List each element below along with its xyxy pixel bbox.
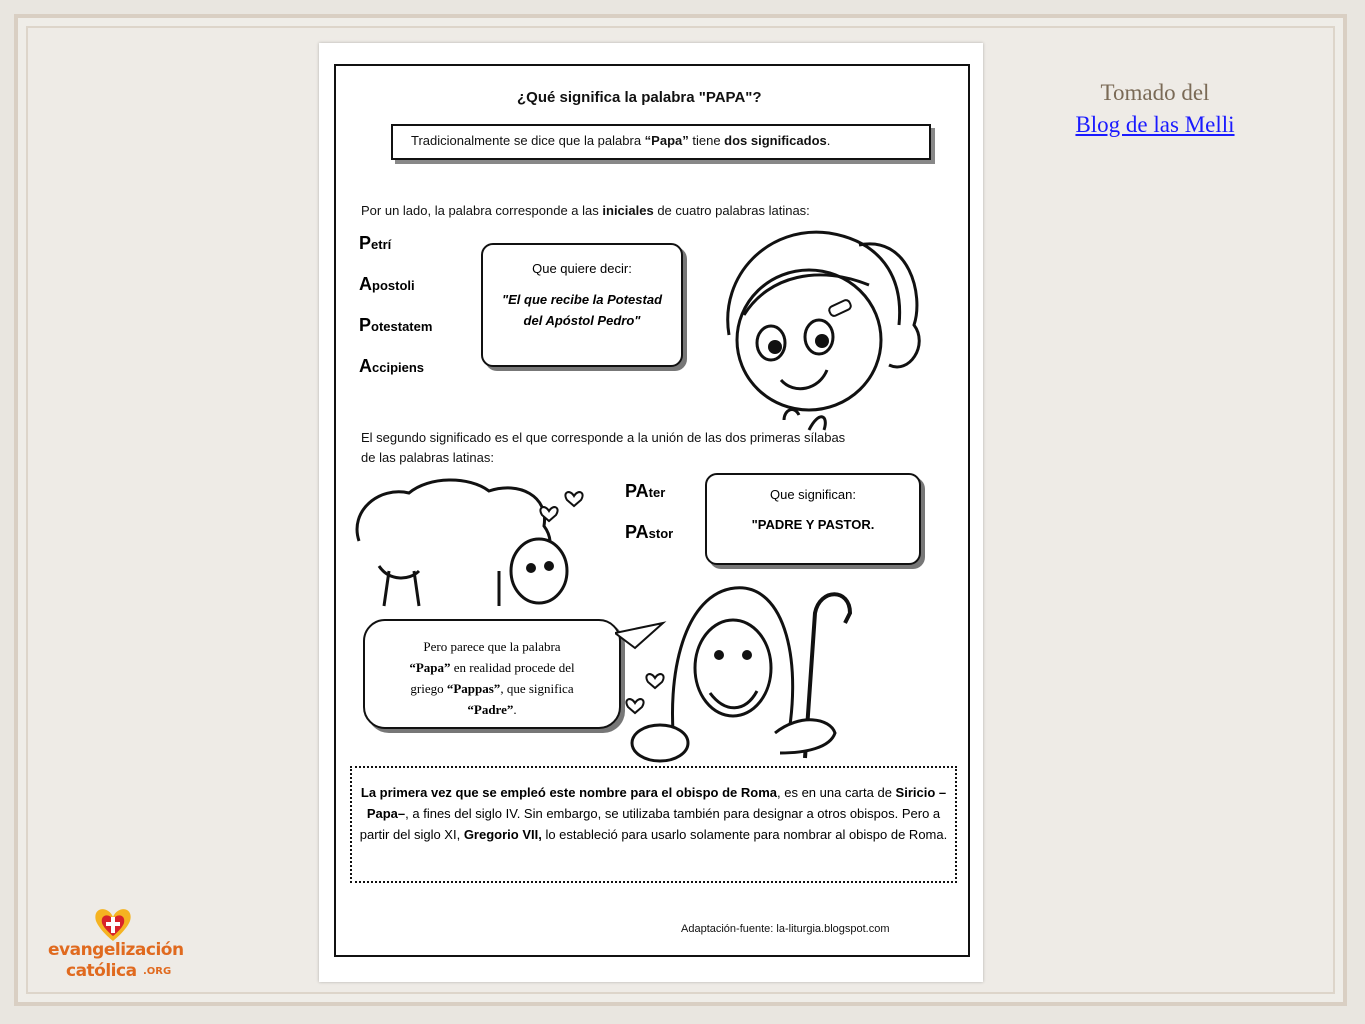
pa-rest: stor — [648, 526, 674, 541]
bubble3-bold: “Pappas” — [446, 681, 501, 696]
worksheet-image — [319, 43, 983, 982]
history-paragraph — [358, 782, 949, 845]
logo-text-line2: católica — [66, 961, 137, 981]
acrostic-initial: P — [359, 315, 372, 335]
source-credit: Adaptación-fuente: la-liturgia.blogspot.com — [681, 923, 890, 935]
girl-illustration — [709, 215, 929, 435]
bubble2-quote: "PADRE Y PASTOR. — [751, 517, 875, 532]
acrostic-word — [359, 315, 432, 336]
speech-bubble-meanings — [705, 473, 921, 565]
acrostic-initial: A — [359, 356, 372, 376]
speech-bubble-meaning — [481, 243, 683, 367]
bubble3-text-span: , que significa — [500, 681, 574, 696]
bubble3-text-span: . — [513, 702, 517, 717]
subtitle-text-mid: tiene — [688, 133, 725, 148]
acrostic-rest: ccipiens — [372, 360, 425, 375]
pa-initial: PA — [625, 481, 649, 501]
history-box — [350, 766, 957, 883]
bubble2-heading: Que significan: — [770, 487, 856, 502]
history-text: lo estableció para usarlo solamente para nombrar al obispo de Roma. — [541, 827, 948, 842]
bubble3-text-span: en realidad procede del — [450, 660, 575, 675]
sheep-illustration — [349, 471, 589, 621]
history-bold: Siricio –Papa– — [366, 785, 947, 821]
subtitle-text: Tradicionalmente se dice que la palabra — [411, 133, 645, 148]
heart-cross-icon — [92, 905, 134, 945]
acrostic-rest: etrí — [371, 237, 392, 252]
subtitle-end: . — [826, 133, 831, 148]
pa-rest: ter — [648, 485, 666, 500]
history-text: , a fines del siglo IV. Sin embargo, se utilizaba también para designar a otros obispos. Pero a partir del siglo XI, — [359, 806, 941, 842]
blog-link[interactable]: Blog de las Melli — [1075, 112, 1235, 137]
intro1-text: Por un lado, la palabra corresponde a las — [361, 203, 603, 218]
bubble1-heading: Que quiere decir: — [532, 261, 632, 276]
pa-word — [625, 481, 665, 502]
intro1-bold: iniciales — [602, 203, 654, 218]
bubble3-line — [373, 678, 611, 699]
acrostic-word — [359, 233, 391, 254]
credit-label: Tomado del — [1100, 80, 1210, 105]
acrostic-rest: postoli — [372, 278, 415, 293]
bubble3-line — [373, 657, 611, 678]
bubble3-bold: “Papa” — [409, 660, 451, 675]
speech-bubble-greek — [363, 619, 621, 729]
bubble1-quote: "El que recibe la Potestad del Apóstol Pedro" — [501, 292, 663, 328]
intro2-line: de las palabras latinas: — [361, 450, 494, 465]
acrostic-initial: A — [359, 274, 372, 294]
history-text: , es en una carta de — [777, 785, 896, 800]
bubble3-text — [373, 636, 611, 720]
acrostic-rest: otestatem — [371, 319, 433, 334]
acrostic-word — [359, 356, 424, 377]
worksheet-title: ¿Qué significa la palabra "PAPA"? — [517, 89, 762, 106]
subtitle-word: “Papa” — [644, 133, 689, 148]
worksheet-subtitle — [411, 133, 830, 148]
pa-initial: PA — [625, 522, 649, 542]
subtitle-bold: dos significados — [724, 133, 827, 148]
logo-text-suffix: .ORG — [143, 966, 172, 977]
acrostic-word — [359, 274, 415, 295]
logo-text-line1: evangelización — [48, 940, 184, 960]
shepherd-illustration — [615, 583, 875, 763]
bubble3-line: Pero parece que la palabra — [423, 639, 561, 654]
intro-paragraph-2 — [361, 428, 845, 468]
history-bold: Gregorio VII, — [463, 827, 542, 842]
bubble3-line — [373, 699, 611, 720]
intro1-end: de cuatro palabras latinas: — [653, 203, 810, 218]
bubble3-text-span: griego — [410, 681, 447, 696]
bubble3-bold: “Padre” — [467, 702, 514, 717]
pa-word — [625, 522, 673, 543]
intro2-line: El segundo significado es el que corresponde a la unión de las dos primeras sílabas — [361, 430, 846, 445]
history-bold: La primera vez que se empleó este nombre para el obispo de Roma — [360, 785, 778, 800]
acrostic-initial: P — [359, 233, 372, 253]
